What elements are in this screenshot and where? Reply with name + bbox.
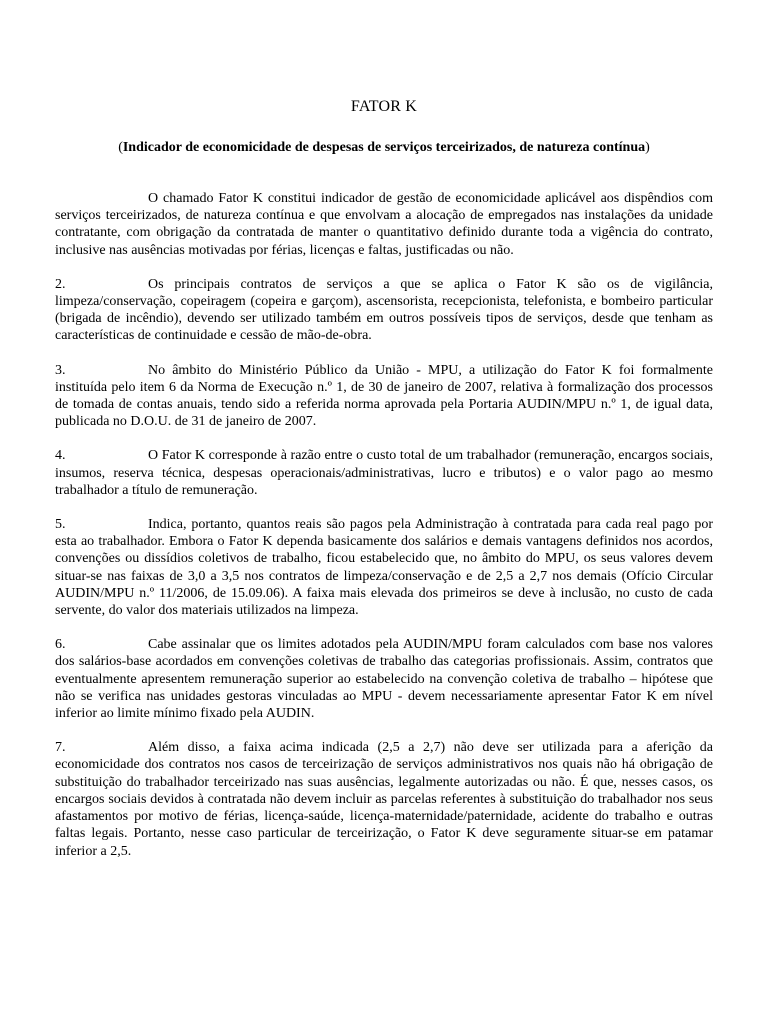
paragraph-6 [55, 636, 713, 722]
paragraph-1 [55, 190, 713, 259]
paragraph-5 [55, 516, 713, 619]
paragraph-text: Além disso, a faixa acima indicada (2,5 a 2,7) não deve ser utilizada para a aferição da economicidade dos contratos nos casos de terceirização de serviços administrativos nos quais não há obrigação de substituição do trabalhador terceirizado nas suas ausências, legalmente autorizadas ou não. É que, nesses casos, os encargos sociais devidos à contratada não devem incluir as parcelas referentes à substituição do trabalhador nos seus afastamentos por motivo de férias, licença-saúde, licença-maternidade/paternidade, acidente do trabalho e outras faltas legais. Portanto, nesse caso particular de terceirização, o Fator K deve seguramente situar-se em patamar inferior a 2,5. [55, 740, 713, 859]
paragraph-number: 3. [55, 362, 66, 378]
paragraph-number: 6. [55, 637, 66, 653]
paragraph-2 [55, 276, 713, 345]
paragraph-number: 5. [55, 517, 66, 533]
paragraph-text: Os principais contratos de serviços a que se aplica o Fator K são os de vigilância, limpeza/conservação, copeiragem (copeira e garçom), ascensorista, recepcionista, telefonista, e bombeiro particular (brigada de incêndio), devendo ser utilizado também em outros possíveis tipos de serviços, desde que tenham as características de continuidade e cessão de mão-de-obra. [55, 276, 713, 344]
document-body [55, 190, 713, 877]
paragraph-7 [55, 739, 713, 859]
document-subtitle [0, 139, 768, 157]
paragraph-number: 7. [55, 740, 66, 756]
paragraph-text: Indica, portanto, quantos reais são pagos pela Administração à contratada para cada real pago por esta ao trabalhador. Embora o Fator K dependa basicamente dos salários e demais vantagens definidos nos acordos, convenções ou dissídios coletivos de trabalho, ficou estabelecido que, no âmbito do MPU, os seus valores devem situar-se nas faixas de 3,0 a 3,5 nos contratos de limpeza/conservação e de 2,5 a 2,7 nos demais (Ofício Circular AUDIN/MPU n.º 11/2006, de 15.09.06). A faixa mais elevada dos primeiros se deve à inclusão, no custo de cada servente, do valor dos materiais utilizados na limpeza. [55, 517, 713, 619]
paragraph-text: O Fator K corresponde à razão entre o custo total de um trabalhador (remuneração, encargos sociais, insumos, reserva técnica, despesas operacionais/administrativas, lucro e tributos) e o valor pago ao mesmo trabalhador a título de remuneração. [55, 448, 713, 498]
paragraph-4 [55, 447, 713, 499]
document-title: FATOR K [350, 98, 418, 115]
subtitle-open-paren: ( [118, 140, 123, 155]
paragraph-3 [55, 362, 713, 431]
subtitle-close-paren: ) [645, 140, 650, 155]
paragraph-text: No âmbito do Ministério Público da União - MPU, a utilização do Fator K foi formalmente instituída pelo item 6 da Norma de Execução n.º 1, de 30 de janeiro de 2007, relativa à formalização dos processos de tomada de contas anuais, tendo sido a referida norma aprovada pela Portaria AUDIN/MPU n.º 1, de igual data, publicada no D.O.U. de 31 de janeiro de 2007. [55, 362, 713, 430]
paragraph-number: 2. [55, 276, 66, 292]
subtitle-text: Indicador de economicidade de despesas de serviços terceirizados, de natureza contínua [122, 140, 646, 155]
paragraph-number: 4. [55, 448, 66, 464]
paragraph-text: O chamado Fator K constitui indicador de gestão de economicidade aplicável aos dispêndios com serviços terceirizados, de natureza contínua e que envolvam a alocação de empregados nas instalações da unidade contratante, com obrigação da contratada de manter o quantitativo definido durante toda a vigência do contrato, inclusive nas ausências motivadas por férias, licenças e faltas, justificadas ou não. [55, 191, 713, 258]
paragraph-text: Cabe assinalar que os limites adotados pela AUDIN/MPU foram calculados com base nos valores dos salários-base acordados em convenções coletivas de trabalho das categorias profissionais. Assim, contratos que eventualmente apresentem remuneração superior ao estabelecido na convenção coletiva de trabalho – hipótese que não se verifica nas unidades gestoras vinculadas ao MPU - devem necessariamente apresentar Fator K em nível inferior ao limite mínimo fixado pela AUDIN. [55, 637, 713, 722]
